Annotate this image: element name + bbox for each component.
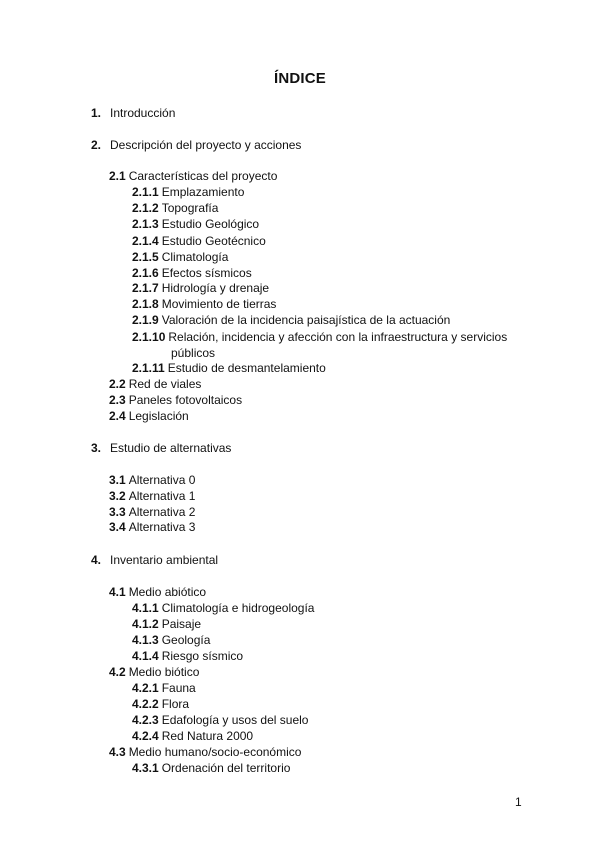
toc-label: Movimiento de tierras [161,297,277,311]
toc-entry-2-1-8 [132,296,276,312]
toc-number: 4.1.1 [132,601,159,615]
toc-label: Estudio de alternativas [110,441,232,455]
toc-number: 4.2.3 [132,713,159,727]
toc-label: Red de viales [128,377,202,391]
toc-label: Alternativa 0 [128,473,196,487]
toc-number: 1. [91,106,102,120]
toc-number: 3. [91,441,102,455]
toc-number: 2.1.9 [132,313,159,327]
toc-entry-4-2-4 [132,728,253,744]
toc-entry-3 [91,440,231,456]
toc-label: Medio humano/socio-económico [128,745,302,759]
toc-entry-3-3 [109,504,195,520]
toc-entry-3-2 [109,488,195,504]
toc-label: Paisaje [161,617,202,631]
toc-label: Efectos sísmicos [161,266,252,280]
toc-entry-2-1 [109,168,277,184]
toc-label: Relación, incidencia y afección con la infraestructura y servicios [168,330,508,344]
toc-number: 4.3.1 [132,761,159,775]
toc-number: 4.1 [109,585,126,599]
toc-number: 2.1 [109,169,126,183]
toc-label: Alternativa 1 [128,489,196,503]
toc-label: Valoración de la incidencia paisajística de la actuación [161,313,451,327]
toc-number: 4.1.2 [132,617,159,631]
toc-label: Medio abiótico [128,585,207,599]
toc-entry-2-1-3 [132,216,259,232]
toc-number: 2. [91,138,102,152]
toc-entry-4 [91,552,218,568]
toc-label: Características del proyecto [128,169,278,183]
toc-label: Edafología y usos del suelo [161,713,309,727]
toc-label: Topografía [161,201,219,215]
toc-label: Estudio Geológico [161,217,260,231]
toc-number: 4.2 [109,665,126,679]
toc-number: 2.1.10 [132,330,166,344]
toc-entry-4-2 [109,664,199,680]
toc-label: Riesgo sísmico [161,649,244,663]
toc-label: Climatología [161,250,229,264]
toc-entry-4-1-4 [132,648,243,664]
toc-label: Legislación [128,409,189,423]
toc-number: 2.1.6 [132,266,159,280]
toc-label: Estudio Geotécnico [161,234,266,248]
toc-entry-2-1-4 [132,233,266,249]
toc-entry-2-1-7 [132,280,269,296]
toc-label: Emplazamiento [161,185,245,199]
toc-entry-3-4 [109,519,195,535]
toc-entry-3-1 [109,472,195,488]
toc-entry-4-2-1 [132,680,196,696]
toc-entry-4-3 [109,744,301,760]
toc-entry-1 [91,105,175,121]
toc-number: 4.2.2 [132,697,159,711]
toc-number: 3.3 [109,505,126,519]
toc-entry-2 [91,137,301,153]
toc-number: 2.1.7 [132,281,159,295]
toc-entry-4-3-1 [132,760,290,776]
toc-label: Climatología e hidrogeología [161,601,315,615]
toc-label: Alternativa 3 [128,520,196,534]
toc-number: 4.3 [109,745,126,759]
toc-label: Inventario ambiental [110,553,219,567]
toc-entry-2-1-1 [132,184,244,200]
toc-label: públicos [171,346,216,360]
toc-number: 4.1.3 [132,633,159,647]
toc-number: 2.1.5 [132,250,159,264]
toc-label: Medio biótico [128,665,200,679]
toc-entry-2-1-2 [132,200,218,216]
toc-number: 2.2 [109,377,126,391]
toc-label: Red Natura 2000 [161,729,254,743]
toc-label: Fauna [161,681,196,695]
toc-label: Hidrología y drenaje [161,281,270,295]
toc-label: Geología [161,633,211,647]
page-number: 1 [515,795,522,809]
toc-number: 2.1.1 [132,185,159,199]
toc-number: 4.1.4 [132,649,159,663]
toc-number: 4.2.1 [132,681,159,695]
toc-number: 2.3 [109,393,126,407]
toc-entry-4-1 [109,584,206,600]
toc-number: 4.2.4 [132,729,159,743]
toc-label: Flora [161,697,190,711]
toc-number: 2.4 [109,409,126,423]
toc-label: Descripción del proyecto y acciones [110,138,302,152]
toc-number: 2.1.8 [132,297,159,311]
toc-entry-2-1-5 [132,249,228,265]
toc-entry-2-1-6 [132,265,252,281]
toc-label: Estudio de desmantelamiento [167,361,326,375]
page-title: ÍNDICE [273,70,327,87]
toc-number: 4. [91,553,102,567]
toc-label: Ordenación del territorio [161,761,291,775]
toc-number: 2.1.3 [132,217,159,231]
toc-entry-2-3 [109,392,242,408]
toc-entry-2-1-9 [132,312,450,328]
toc-number: 2.1.2 [132,201,159,215]
toc-entry-2-2 [109,376,201,392]
toc-number: 3.2 [109,489,126,503]
toc-label: Paneles fotovoltaicos [128,393,243,407]
toc-entry-2-1-10-continuation [171,345,215,361]
toc-entry-4-2-2 [132,696,189,712]
toc-number: 3.4 [109,520,126,534]
toc-number: 2.1.4 [132,234,159,248]
toc-label: Alternativa 2 [128,505,196,519]
toc-entry-2-1-10 [132,329,507,345]
toc-number: 3.1 [109,473,126,487]
toc-entry-2-4 [109,408,189,424]
toc-entry-4-1-1 [132,600,314,616]
toc-entry-2-1-11 [132,360,326,376]
toc-entry-4-1-2 [132,616,201,632]
toc-entry-4-1-3 [132,632,210,648]
toc-entry-4-2-3 [132,712,308,728]
toc-number: 2.1.11 [132,361,165,375]
toc-label: Introducción [110,106,176,120]
